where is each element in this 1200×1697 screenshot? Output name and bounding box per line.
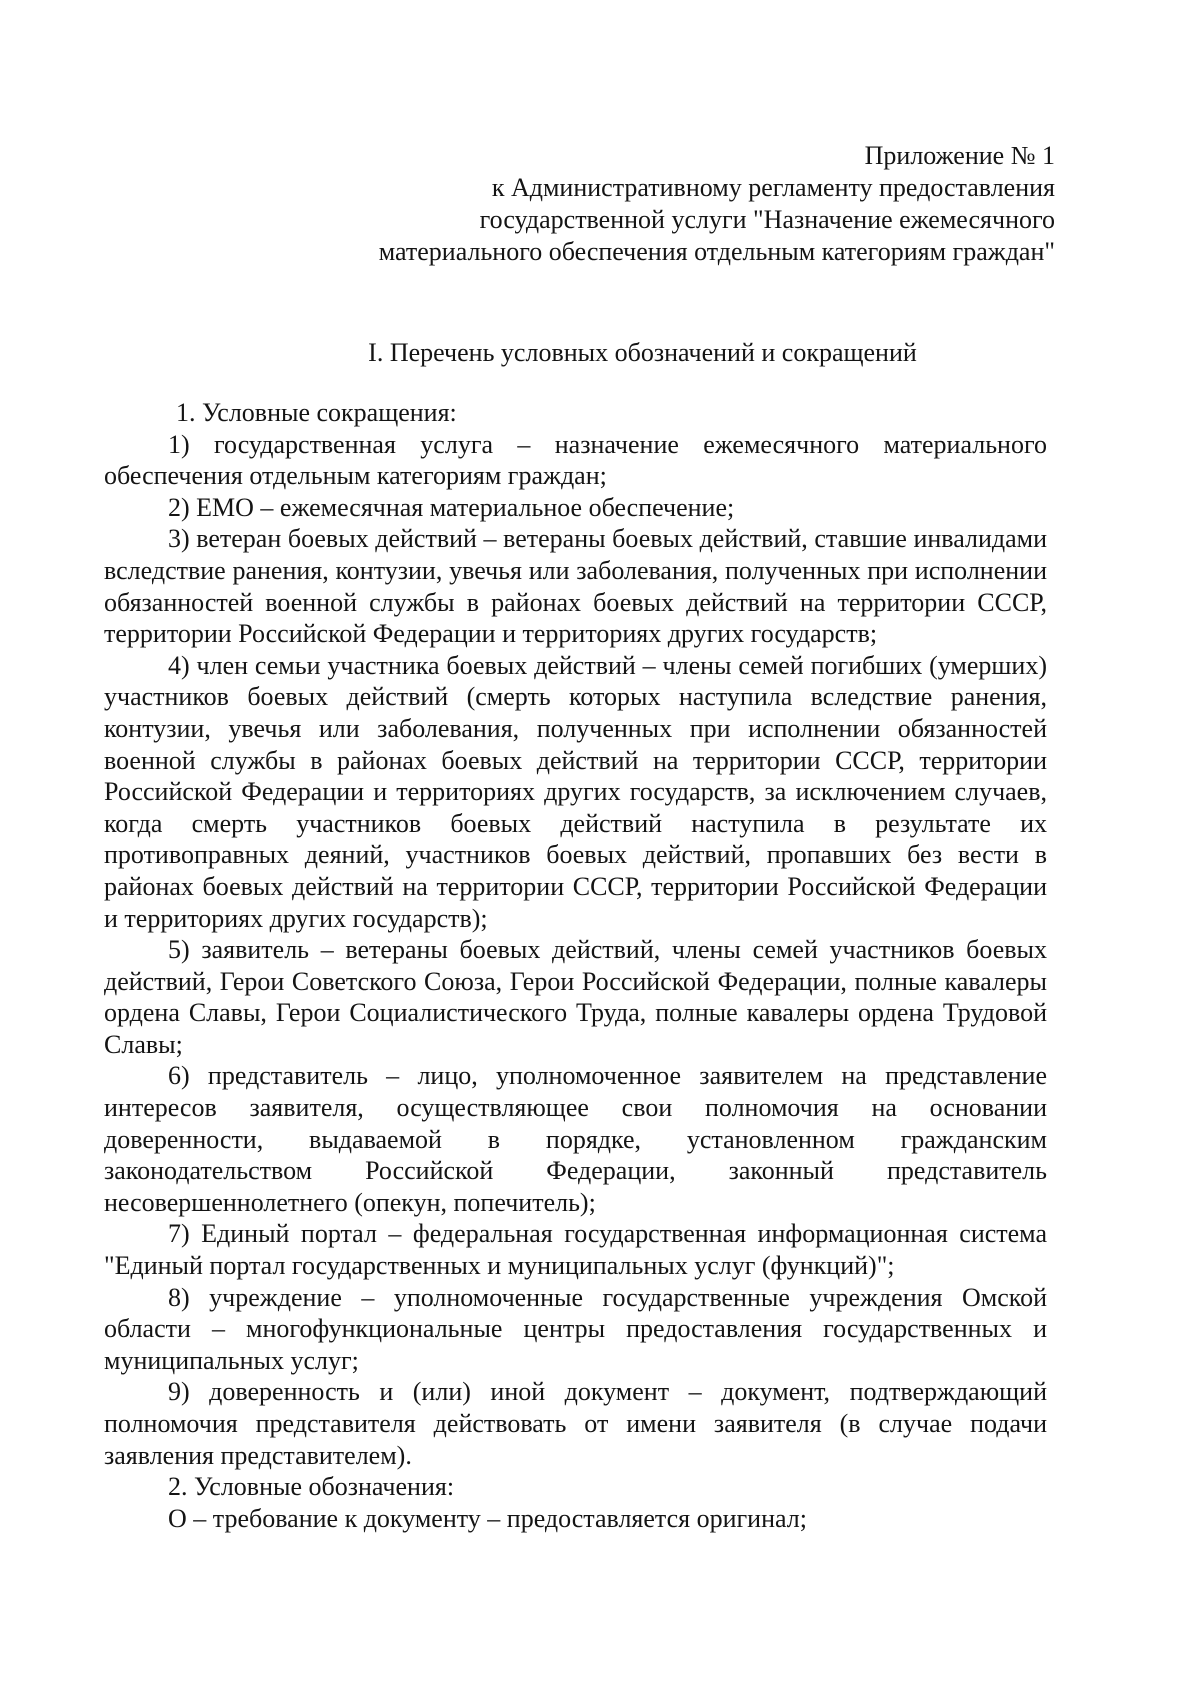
paragraph-item-2: 2) ЕМО – ежемесячная материальное обеспечение;: [168, 492, 735, 522]
paragraph-item-8: 8) учреждение – уполномоченные государственные учреждения Омской области – многофункциональные центры предоставления государственных и муниципальных услуг;: [104, 1282, 1047, 1375]
paragraph-item-9: 9) доверенность и (или) иной документ – документ, подтверждающий полномочия представителя действовать от имени заявителя (в случае подачи заявления представителем).: [104, 1377, 1047, 1470]
appendix-reference-line: к Административному регламенту предоставления: [491, 173, 1055, 202]
appendix-header: [295, 140, 1055, 268]
paragraph-item-1: 1) государственная услуга – назначение ежемесячного материального обеспечения отдельным категориям граждан;: [104, 429, 1047, 491]
paragraph-item-4: 4) член семьи участника боевых действий – члены семей погибших (умерших) участников боевых действий (смерть которых наступила вследствие ранения, контузии, увечья или заболевания, полученных при исполнении обязанностей военной службы в районах боевых действий на территории СССР, территории Российской Федерации и территориях других государств, за исключением случаев, когда смерть участников боевых действий наступила в результате их противоправных деяний, участников боевых действий, пропавших без вести в районах боевых действий на территории СССР, территории Российской Федерации и территориях других государств);: [104, 650, 1047, 933]
section-title: I. Перечень условных обозначений и сокращений: [368, 338, 917, 367]
paragraph-abbreviations-heading: 1. Условные сокращения:: [176, 398, 457, 427]
appendix-number: Приложение № 1: [864, 141, 1055, 170]
document-body: [104, 397, 1047, 1534]
appendix-reference-line: материального обеспечения отдельным категориям граждан": [378, 237, 1055, 266]
paragraph-item-6: 6) представитель – лицо, уполномоченное заявителем на представление интересов заявителя, осуществляющее свои полномочия на основании доверенности, выдаваемой в порядке, установленном гражданским законодательством Российской Федерации, законный представитель несовершеннолетнего (опекун, попечитель);: [104, 1061, 1047, 1217]
paragraph-item-7: 7) Единый портал – федеральная государственная информационная система "Единый портал государственных и муниципальных услуг (функций)";: [104, 1219, 1047, 1281]
paragraph-designations-heading: 2. Условные обозначения:: [168, 1472, 455, 1502]
appendix-reference-line: государственной услуги "Назначение ежемесячного: [479, 205, 1055, 234]
paragraph-item-5: 5) заявитель – ветераны боевых действий, члены семей участников боевых действий, Герои Советского Союза, Герои Российской Федерации, полные кавалеры ордена Славы, Герои Социалистического Труда, полные кавалеры ордена Трудовой Славы;: [104, 935, 1047, 1059]
paragraph-designation-o: О – требование к документу – предоставляется оригинал;: [168, 1503, 807, 1533]
paragraph-item-3: 3) ветеран боевых действий – ветераны боевых действий, ставшие инвалидами вследствие ранения, контузии, увечья или заболевания, полученных при исполнении обязанностей военной службы в районах боевых действий на территории СССР, территории Российской Федерации и территориях других государств;: [104, 524, 1047, 649]
